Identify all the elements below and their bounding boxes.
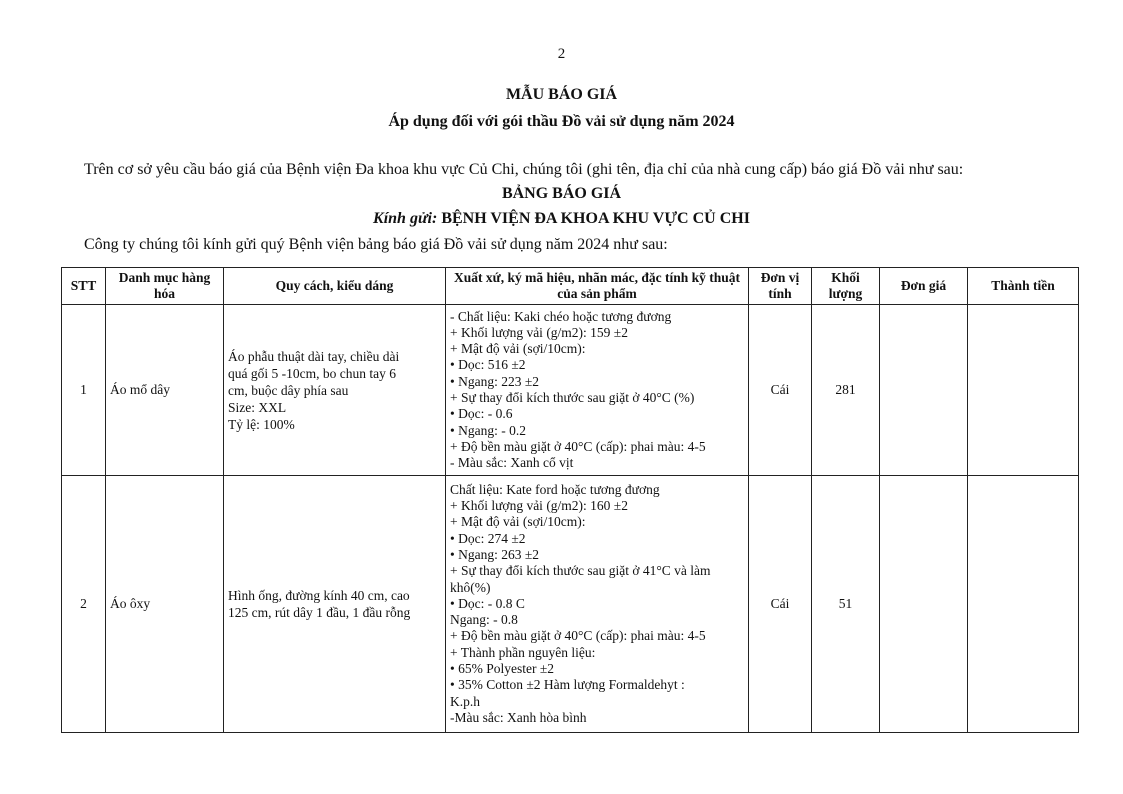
header-spec: Xuất xứ, ký mã hiệu, nhãn mác, đặc tính kỹ thuật của sản phẩm bbox=[446, 268, 749, 305]
style-line: quá gối 5 -10cm, bo chun tay 6 bbox=[228, 365, 396, 381]
header-item: Danh mục hàng hóa bbox=[106, 268, 224, 305]
spec-line: + Mật độ vải (sợi/10cm): bbox=[450, 514, 586, 530]
cell-price[interactable] bbox=[880, 305, 968, 476]
cell-item: Áo mổ dây bbox=[106, 305, 224, 476]
header-style: Quy cách, kiểu dáng bbox=[224, 268, 446, 305]
cell-qty: 51 bbox=[812, 476, 880, 733]
cell-total[interactable] bbox=[968, 476, 1079, 733]
spec-line: khô(%) bbox=[450, 579, 491, 595]
style-line: Size: XXL bbox=[228, 399, 287, 415]
spec-line: - Màu sắc: Xanh cổ vịt bbox=[450, 455, 574, 471]
spec-line: K.p.h bbox=[450, 693, 480, 709]
spec-line: • Ngang: 263 ±2 bbox=[450, 546, 540, 562]
cell-spec bbox=[446, 476, 749, 733]
spec-line: • Ngang: - 0.2 bbox=[450, 422, 526, 438]
style-line: 125 cm, rút dây 1 đầu, 1 đầu rỗng bbox=[228, 605, 411, 620]
spec-line: • Dọc: - 0.8 C bbox=[450, 595, 525, 611]
style-line: cm, buộc dây phía sau bbox=[228, 382, 349, 398]
cell-style bbox=[224, 305, 446, 476]
cell-style bbox=[224, 476, 446, 733]
cell-stt: 1 bbox=[62, 305, 106, 476]
spec-line: • 35% Cotton ±2 Hàm lượng Formaldehyt : bbox=[450, 677, 685, 693]
page-number: 2 bbox=[557, 46, 566, 62]
cell-total[interactable] bbox=[968, 305, 1079, 476]
table-row bbox=[62, 305, 1079, 476]
spec-line: • 65% Polyester ±2 bbox=[450, 661, 554, 677]
spec-line: + Mật độ vải (sợi/10cm): bbox=[450, 341, 586, 357]
style-line: Áo phẫu thuật dài tay, chiều dài bbox=[228, 348, 400, 364]
spec-line: Chất liệu: Kate ford hoặc tương đương bbox=[450, 481, 660, 497]
cell-unit: Cái bbox=[749, 305, 812, 476]
document-subtitle: Áp dụng đối với gói thầu Đồ vải sử dụng năm 2024 bbox=[388, 113, 735, 130]
table-title: BẢNG BÁO GIÁ bbox=[501, 185, 622, 202]
quotation-table bbox=[61, 267, 1079, 733]
spec-line: • Dọc: 516 ±2 bbox=[450, 357, 526, 373]
spec-line: + Thành phần nguyên liệu: bbox=[450, 644, 596, 660]
header-stt: STT bbox=[62, 268, 106, 305]
header-price: Đơn giá bbox=[880, 268, 968, 305]
cell-item: Áo ôxy bbox=[106, 476, 224, 733]
spec-line: + Sự thay đổi kích thước sau giặt ở 41°C và làm bbox=[450, 563, 711, 579]
spec-line: Ngang: - 0.8 bbox=[450, 612, 518, 628]
cell-spec bbox=[446, 305, 749, 476]
spec-line: • Dọc: 274 ±2 bbox=[450, 530, 526, 546]
header-total: Thành tiền bbox=[968, 268, 1079, 305]
spec-line: - Chất liệu: Kaki chéo hoặc tương đương bbox=[450, 308, 672, 324]
style-line: Hình ống, đường kính 40 cm, cao bbox=[228, 588, 410, 603]
spec-line: + Độ bền màu giặt ở 40°C (cấp): phai màu: 4-5 bbox=[450, 438, 706, 454]
spec-line: • Dọc: - 0.6 bbox=[450, 406, 513, 422]
table-row bbox=[62, 476, 1079, 733]
recipient-line bbox=[0, 210, 1123, 228]
intro-paragraph: Trên cơ sở yêu cầu báo giá của Bệnh viện Đa khoa khu vực Củ Chi, chúng tôi (ghi tên, địa chỉ của nhà cung cấp) báo giá Đồ vải như sau: bbox=[84, 161, 964, 178]
cell-price[interactable] bbox=[880, 476, 968, 733]
style-line: Tỷ lệ: 100% bbox=[228, 416, 295, 432]
spec-line: + Sự thay đổi kích thước sau giặt ở 40°C (%) bbox=[450, 390, 695, 405]
spec-line: • Ngang: 223 ±2 bbox=[450, 373, 540, 389]
recipient-label: Kính gửi: bbox=[373, 210, 438, 227]
header-qty: Khối lượng bbox=[812, 268, 880, 305]
table-header-row bbox=[62, 268, 1079, 305]
spec-line: + Độ bền màu giặt ở 40°C (cấp): phai màu: 4-5 bbox=[450, 628, 706, 644]
document-title: MẪU BÁO GIÁ bbox=[505, 86, 618, 103]
spec-line: + Khối lượng vải (g/m2): 159 ±2 bbox=[450, 324, 628, 340]
cell-stt: 2 bbox=[62, 476, 106, 733]
header-unit: Đơn vị tính bbox=[749, 268, 812, 305]
cell-qty: 281 bbox=[812, 305, 880, 476]
cell-unit: Cái bbox=[749, 476, 812, 733]
spec-line: + Khối lượng vải (g/m2): 160 ±2 bbox=[450, 498, 628, 514]
recipient-name: BỆNH VIỆN ĐA KHOA KHU VỰC CỦ CHI bbox=[441, 210, 750, 227]
spec-line: -Màu sắc: Xanh hòa bình bbox=[450, 709, 587, 725]
lead-paragraph: Công ty chúng tôi kính gửi quý Bệnh viện bảng báo giá Đồ vải sử dụng năm 2024 như sau: bbox=[84, 236, 668, 253]
